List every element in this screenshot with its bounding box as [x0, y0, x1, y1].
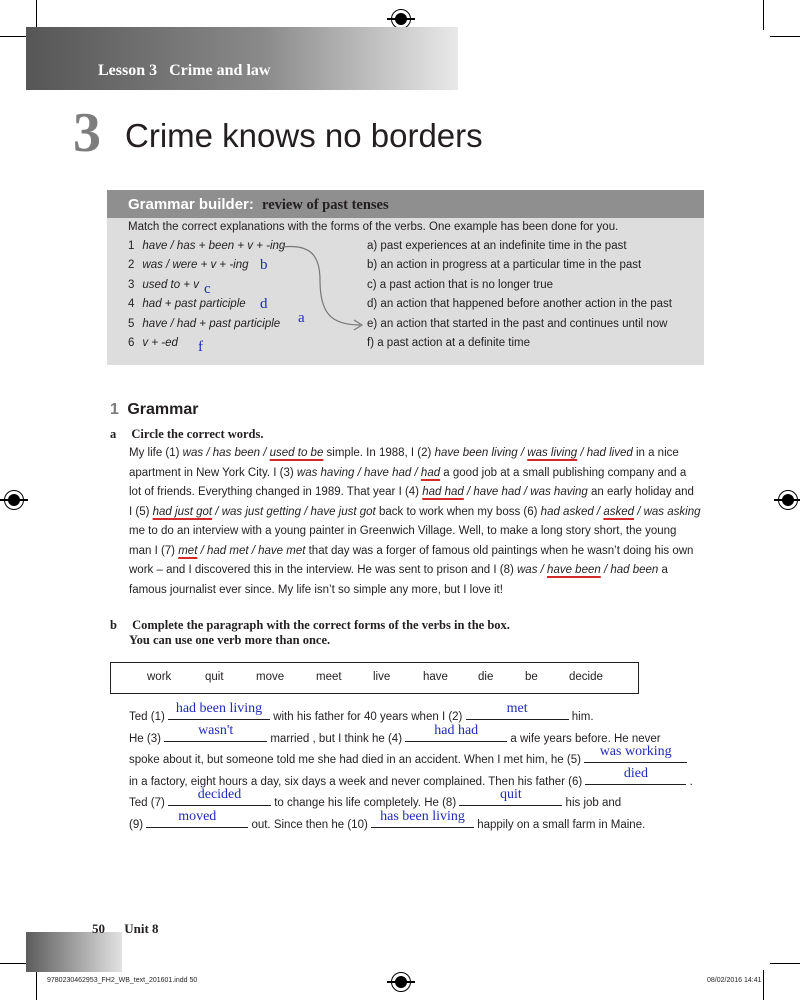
- example-arrow: [280, 240, 370, 335]
- section-number: 1: [110, 401, 119, 418]
- verb-be: be: [525, 671, 538, 683]
- lesson-header-bar: [26, 27, 458, 90]
- form-text: have / had + past participle: [142, 318, 281, 330]
- grammar-builder-topic: review of past tenses: [262, 197, 389, 213]
- form-number: 1: [128, 240, 135, 252]
- explanation-e: e) an action that started in the past and continues until now: [367, 318, 668, 330]
- form-number: 3: [128, 279, 135, 291]
- form-text: v + -ed: [142, 337, 178, 349]
- verb-move: move: [256, 671, 285, 683]
- answer-9[interactable]: moved: [178, 808, 217, 824]
- exercise-b-paragraph: Ted (1) had been living with his father for 40 years when I (2) met him. He (3) wasn't married , but I think he (4) had had a wife years before. He never spoke about it, but someone told me she had died in an accident. When I met him, he (5) was working in a factory, eight hours a day, six days a week and never complained. Then his father (6) died . Ted (7) decided to change his life completely. He (8) quit his job and (9) moved out. Since then he (10) has been living happily on a small farm in Maine.: [129, 701, 693, 831]
- exercise-a-label: a: [110, 427, 117, 441]
- form-number: 2: [128, 259, 135, 271]
- match-answer-5[interactable]: a: [298, 310, 305, 326]
- form-number: 4: [128, 298, 135, 310]
- exercise-b-label: b: [110, 618, 117, 632]
- answer-2[interactable]: met: [506, 701, 528, 716]
- form-row-5: [128, 318, 280, 330]
- form-text: used to + v: [142, 279, 199, 291]
- explanation-b: b) an action in progress at a particular time in the past: [367, 259, 642, 271]
- lesson-header-title: Crime and law: [169, 62, 271, 79]
- exercise-b-instruction: Complete the paragraph with the correct forms of the verbs in the box.: [132, 618, 510, 632]
- verb-live: live: [373, 671, 391, 683]
- verb-quit: quit: [205, 671, 224, 683]
- answer-4[interactable]: had had: [434, 722, 479, 738]
- footer-file: 9780230462953_FH2_WB_text_201601.indd 50: [47, 977, 198, 984]
- answer-5[interactable]: was working: [599, 744, 672, 759]
- answer-7[interactable]: decided: [197, 787, 242, 802]
- registration-mark-left: [4, 490, 24, 510]
- explanation-d: d) an action that happened before another action in the past: [367, 298, 672, 310]
- answer-8[interactable]: quit: [499, 787, 522, 802]
- verb-work: work: [147, 671, 172, 683]
- exercise-b-instruction-2: You can use one verb more than once.: [129, 633, 331, 647]
- lesson-number: 3: [73, 102, 101, 164]
- lesson-label: Lesson 3: [98, 62, 158, 79]
- form-row-2: [128, 259, 249, 271]
- verb-have: have: [423, 671, 448, 683]
- verb-die: die: [478, 671, 494, 683]
- explanation-a: a) past experiences at an indefinite time in the past: [367, 240, 627, 252]
- page-number: 50: [92, 921, 105, 936]
- registration-mark-top: [391, 9, 411, 29]
- verb-meet: meet: [316, 671, 342, 683]
- answer-3[interactable]: wasn't: [198, 722, 234, 738]
- match-answer-6[interactable]: f: [198, 339, 203, 355]
- registration-mark-right: [778, 490, 798, 510]
- registration-mark-bottom: [391, 972, 411, 992]
- answer-6[interactable]: died: [623, 765, 648, 781]
- grammar-builder-label: Grammar builder:: [128, 196, 254, 213]
- form-row-6: [128, 337, 178, 349]
- form-number: 5: [128, 318, 135, 330]
- answer-10[interactable]: has been living: [380, 808, 465, 824]
- form-row-3: [128, 279, 199, 291]
- footer-grey-block: [26, 932, 122, 972]
- answer-1[interactable]: had been living: [175, 701, 263, 716]
- form-text: had + past participle: [142, 298, 246, 310]
- exercise-a-instruction: Circle the correct words.: [131, 427, 264, 441]
- explanation-c: c) a past action that is no longer true: [367, 279, 554, 291]
- match-answer-4[interactable]: d: [260, 296, 268, 312]
- page-title: Crime knows no borders: [125, 117, 483, 154]
- match-answer-3[interactable]: c: [204, 281, 211, 297]
- section-title: Grammar: [127, 401, 199, 418]
- verb-decide: decide: [569, 671, 603, 683]
- form-row-1: [128, 240, 285, 252]
- form-text: have / has + been + v + -ing: [142, 240, 286, 252]
- form-number: 6: [128, 337, 135, 349]
- explanation-f: f) a past action at a definite time: [367, 337, 531, 349]
- exercise-a-paragraph: My life (1) was / has been / used to be simple. In 1988, I (2) have been living / was living / had lived in a nice apartment in New York City. I (3) was having / have had / had a good job at a small publishing company and a lot of friends. Everything changed in 1989. That year I (4) had had / have had / was having an early holiday and I (5) had just got / was just getting / have just got back to work when my boss (6) had asked / asked / was asking me to do an interview with a young painter in Greenwich Village. Well, to make a long story short, the young man I (7) met / had met / have met that day was a forger of famous old paintings when he wasn’t doing his own work – and I discovered this in the interview. He was sent to prison and I (8) was / have been / had been a famous journalist ever since. My life isn’t so simple any more, but I love it!: [129, 447, 701, 596]
- form-row-4: [128, 298, 246, 310]
- footer-date: 08/02/2016 14:41: [707, 977, 762, 984]
- unit-label: Unit 8: [124, 921, 159, 936]
- grammar-builder-instruction: Match the correct explanations with the forms of the verbs. One example has been done for you.: [128, 221, 619, 233]
- match-answer-2[interactable]: b: [260, 257, 268, 273]
- form-text: was / were + v + -ing: [142, 259, 249, 271]
- verb-box: [110, 662, 639, 694]
